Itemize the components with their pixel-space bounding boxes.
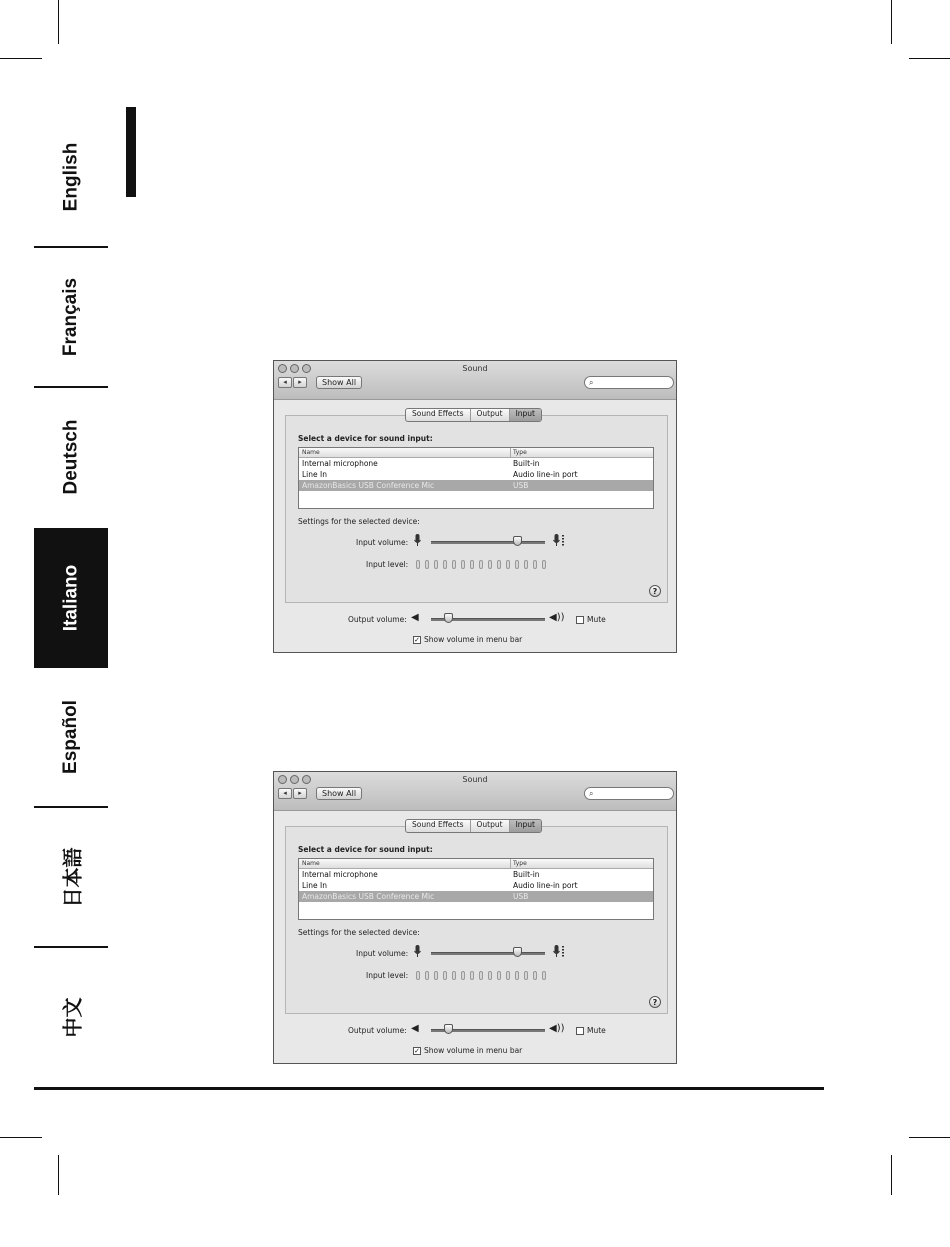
show-volume-menu-bar-label: Show volume in menu bar (424, 635, 523, 644)
input-volume-track[interactable] (431, 952, 545, 955)
device-type: Built-in (513, 459, 540, 468)
window-title: Sound (462, 364, 488, 373)
output-volume-slider-knob[interactable] (444, 613, 453, 623)
level-meter-segment (515, 971, 519, 980)
window-title: Sound (462, 775, 488, 784)
device-type: Built-in (513, 870, 540, 879)
level-meter-segment (443, 971, 447, 980)
search-field[interactable] (584, 376, 674, 389)
input-settings-panel (285, 415, 668, 603)
crop-mark (58, 0, 59, 44)
input-volume-track[interactable] (431, 541, 545, 544)
device-name: Internal microphone (302, 459, 378, 468)
show-volume-menu-bar-label: Show volume in menu bar (424, 1046, 523, 1055)
crop-mark (58, 1155, 59, 1195)
language-tab-espanol (34, 668, 108, 806)
device-name: AmazonBasics USB Conference Mic (302, 481, 435, 490)
input-volume-slider-knob[interactable] (513, 536, 522, 546)
level-meter-segment (506, 971, 510, 980)
microphone-high-icon (553, 534, 565, 547)
column-divider (510, 859, 511, 868)
table-row[interactable] (299, 869, 653, 880)
show-volume-menu-bar-checkbox[interactable]: ✓ (414, 636, 420, 644)
device-prompt: Select a device for sound input: (298, 434, 433, 443)
level-meter-segment (533, 971, 537, 980)
window-titlebar (274, 361, 676, 400)
crop-mark (909, 1137, 950, 1138)
level-meter-segment (425, 560, 429, 569)
level-meter-segment (524, 560, 528, 569)
help-button[interactable]: ? (649, 996, 661, 1008)
level-meter-segment (506, 560, 510, 569)
microphone-low-icon (414, 945, 421, 958)
input-device-table[interactable] (298, 447, 654, 509)
tab-input[interactable]: Input (510, 820, 541, 832)
output-volume-label: Output volume: (348, 615, 407, 624)
mute-label: Mute (587, 1026, 606, 1035)
level-meter-segment (443, 560, 447, 569)
device-name: Line In (302, 881, 327, 890)
mute-label: Mute (587, 615, 606, 624)
language-label: Deutsch (60, 419, 81, 495)
mute-checkbox[interactable] (576, 616, 584, 624)
level-meter-segment (461, 971, 465, 980)
crop-mark (891, 1155, 892, 1195)
input-volume-label: Input volume: (356, 538, 409, 547)
mute-checkbox[interactable] (576, 1027, 584, 1035)
table-header (299, 859, 653, 869)
crop-mark (891, 0, 892, 44)
back-button[interactable]: ◂ (278, 788, 292, 799)
device-prompt: Select a device for sound input: (298, 845, 433, 854)
level-meter-segment (515, 560, 519, 569)
tab-output[interactable]: Output (471, 409, 510, 421)
level-meter-segment (416, 560, 420, 569)
device-type: USB (513, 892, 529, 901)
device-type: Audio line-in port (513, 881, 578, 890)
device-name: Internal microphone (302, 870, 378, 879)
sound-tabs (405, 408, 542, 422)
language-label: 中文 (60, 997, 85, 1037)
level-meter-segment (425, 971, 429, 980)
level-meter-segment (524, 971, 528, 980)
language-tab-japanese (34, 808, 108, 946)
device-name: AmazonBasics USB Conference Mic (302, 892, 435, 901)
input-level-label: Input level: (366, 560, 409, 569)
settings-label: Settings for the selected device: (298, 928, 420, 937)
level-meter-segment (488, 560, 492, 569)
table-row[interactable] (299, 458, 653, 469)
level-meter-segment (470, 560, 474, 569)
back-button[interactable]: ◂ (278, 377, 292, 388)
search-icon: ⌕ (589, 789, 594, 798)
column-header-type[interactable]: Type (513, 860, 527, 867)
input-volume-label: Input volume: (356, 949, 409, 958)
column-divider (510, 448, 511, 457)
crop-mark (909, 58, 950, 59)
page-bottom-rule (34, 1087, 824, 1090)
level-meter-segment (497, 560, 501, 569)
device-type: USB (513, 481, 529, 490)
tab-output[interactable]: Output (471, 820, 510, 832)
speaker-high-icon: ◀)) (549, 612, 565, 623)
input-level-meter (416, 971, 546, 980)
input-level-meter (416, 560, 546, 569)
device-type: Audio line-in port (513, 470, 578, 479)
section-marker-bar (126, 107, 136, 197)
column-header-type[interactable]: Type (513, 449, 527, 456)
microphone-high-icon (553, 945, 565, 958)
level-meter-segment (533, 560, 537, 569)
window-titlebar (274, 772, 676, 811)
tab-sound-effects[interactable]: Sound Effects (406, 820, 471, 832)
speaker-low-icon: ◀ (411, 1023, 419, 1034)
input-settings-panel (285, 826, 668, 1014)
language-tab-italiano (34, 528, 108, 668)
level-meter-segment (542, 560, 546, 569)
level-meter-segment (434, 560, 438, 569)
table-header (299, 448, 653, 458)
language-label: Italiano (59, 564, 81, 632)
level-meter-segment (542, 971, 546, 980)
table-row-selected[interactable] (299, 480, 653, 491)
language-label: English (60, 142, 81, 212)
language-tab-english (34, 108, 108, 246)
tab-input[interactable]: Input (510, 409, 541, 421)
sound-tabs (405, 819, 542, 833)
level-meter-segment (470, 971, 474, 980)
input-volume-slider-knob[interactable] (513, 947, 522, 957)
input-level-label: Input level: (366, 971, 409, 980)
microphone-low-icon (414, 534, 421, 547)
show-all-button[interactable]: Show All (316, 787, 362, 800)
level-meter-segment (452, 971, 456, 980)
speaker-high-icon: ◀)) (549, 1023, 565, 1034)
level-meter-segment (479, 560, 483, 569)
language-tab-deutsch (34, 388, 108, 526)
forward-button[interactable]: ▸ (293, 788, 307, 799)
search-field[interactable] (584, 787, 674, 800)
device-name: Line In (302, 470, 327, 479)
speaker-low-icon: ◀ (411, 612, 419, 623)
language-label: Français (60, 277, 81, 357)
settings-label: Settings for the selected device: (298, 517, 420, 526)
table-row[interactable] (299, 469, 653, 480)
column-header-name[interactable]: Name (302, 449, 320, 456)
table-row[interactable] (299, 880, 653, 891)
help-button[interactable]: ? (649, 585, 661, 597)
input-device-table[interactable] (298, 858, 654, 920)
language-tab-chinese (34, 948, 108, 1086)
show-all-button[interactable]: Show All (316, 376, 362, 389)
crop-mark (0, 58, 42, 59)
language-label: Español (60, 700, 81, 774)
language-label: 日本語 (60, 847, 85, 907)
output-volume-slider-knob[interactable] (444, 1024, 453, 1034)
column-header-name[interactable]: Name (302, 860, 320, 867)
table-row-selected[interactable] (299, 891, 653, 902)
level-meter-segment (416, 971, 420, 980)
sound-preferences-window (273, 360, 677, 653)
level-meter-segment (479, 971, 483, 980)
level-meter-segment (488, 971, 492, 980)
tab-sound-effects[interactable]: Sound Effects (406, 409, 471, 421)
crop-mark (0, 1137, 42, 1138)
language-tab-francais (34, 248, 108, 386)
level-meter-segment (461, 560, 465, 569)
output-volume-label: Output volume: (348, 1026, 407, 1035)
level-meter-segment (497, 971, 501, 980)
search-icon: ⌕ (589, 378, 594, 387)
sound-preferences-window (273, 771, 677, 1064)
level-meter-segment (452, 560, 456, 569)
forward-button[interactable]: ▸ (293, 377, 307, 388)
show-volume-menu-bar-checkbox[interactable]: ✓ (414, 1047, 420, 1055)
level-meter-segment (434, 971, 438, 980)
